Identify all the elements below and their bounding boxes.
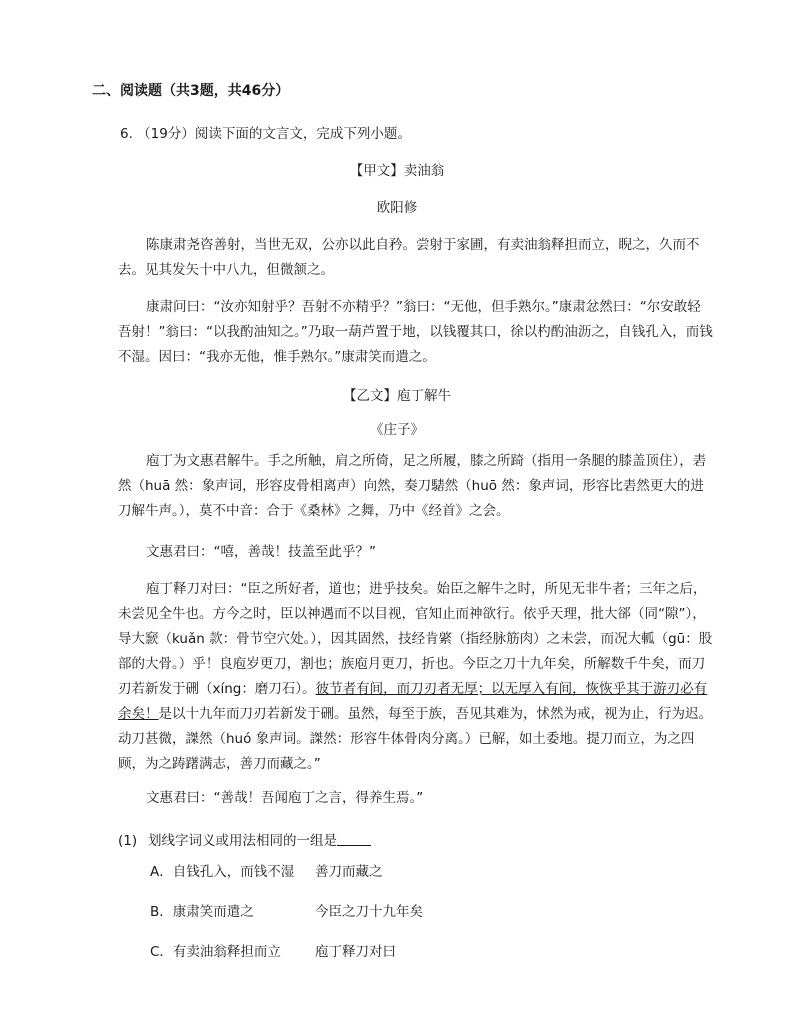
text-b-author: 《庄子》 xyxy=(370,422,424,438)
text-b-paragraph-1: 庖丁为文惠君解牛。手之所触，肩之所倚，足之所履，膝之所踦（指用一条腿的膝盖顶住），砉然（huā 然：象声词，形容皮骨相离声）向然，奏刀騞然（huō 然：象声词，形容比砉然更大的进刀解牛声。），莫不中音：合于《桑林》之舞，乃中《经首》之会。 xyxy=(118,453,707,519)
text-a-author: 欧阳修 xyxy=(376,200,418,216)
paragraph-3-text-after: 是以十九年而刀刃若新发于硎。虽然，每至于族，吾见其难为，怵然为戒，视为止，行为迟。动刀甚微，謋然（huó 象声词。謋然：形容牛体骨肉分离。）已解，如土委地。提刀而立，为之四顾，为之踌躇满志，善刀而藏之。” xyxy=(118,706,712,772)
option-a xyxy=(150,860,383,880)
text-a-title: 【甲文】卖油翁 xyxy=(349,163,445,179)
subquestion-1 xyxy=(118,829,371,849)
paragraph-3-text-before: 庖丁释刀对曰：“臣之所好者，道也；进乎技矣。始臣之解牛之时，所见无非牛者；三年之后，未尝见全牛也。方今之时，臣以神遇而不以目视，官知止而神欲行。依乎天理，批大郤（同“隙”），导大窾（kuǎn 款：骨节空穴处。），因其固然，技经肯綮（指经脉筋肉）之未尝，而况大軱（gū：股部的大骨。）乎！良庖岁更刀，割也；族庖月更刀，折也。今臣之刀十九年矣，所解数千牛矣，而刀刃若新发于硎（xíng：磨刀石）。 xyxy=(118,581,713,697)
subquestion-number: (1) xyxy=(118,833,138,849)
text-b-paragraph-2: 文惠君曰：“嘻，善哉！技盖至此乎？” xyxy=(146,544,376,560)
option-c-right: 庖丁释刀对曰 xyxy=(315,944,396,960)
text-b-paragraph-3 xyxy=(118,577,713,777)
text-b-paragraph-4: 文惠君曰：“善哉！吾闻庖丁之言，得养生焉。” xyxy=(146,790,424,806)
option-c-left: C．有卖油翁释担而立 xyxy=(150,944,281,960)
question-stem: 6. （19分）阅读下面的文言文，完成下列小题。 xyxy=(120,126,411,142)
option-a-right: 善刀而藏之 xyxy=(315,864,383,880)
option-b-right: 今臣之刀十九年矣 xyxy=(315,904,423,920)
section-heading: 二、阅读题（共3题，共46分） xyxy=(92,83,290,99)
text-a-paragraph-1: 陈康肃尧咨善射，当世无双，公亦以此自矜。尝射于家圃，有卖油翁释担而立，睨之，久而不去。见其发矢十中八九，但微颔之。 xyxy=(118,237,700,278)
option-c xyxy=(150,940,396,960)
subquestion-prompt: 划线字词义或用法相同的一组是 xyxy=(148,833,337,849)
option-b-left: B．康肃笑而遣之 xyxy=(150,904,254,920)
option-a-left: A．自钱孔入，而钱不湿 xyxy=(150,864,295,880)
option-b xyxy=(150,900,423,920)
answer-blank xyxy=(337,832,371,846)
text-b-title: 【乙文】庖丁解牛 xyxy=(343,388,451,404)
text-a-paragraph-2: 康肃问曰：“汝亦知射乎？吾射不亦精乎？”翁曰：“无他，但手熟尔。”康肃忿然曰：“尔安敢轻吾射！”翁曰：“以我酌油知之。”乃取一葫芦置于地，以钱覆其口，徐以杓酌油沥之，自钱孔入，而钱不湿。因曰：“我亦无他，惟手熟尔。”康肃笑而遣之。 xyxy=(118,299,713,365)
underlined-passage: 彼节者有间，而刀刃者无厚；以无厚入有间，恢恢乎其于游刃必有余矣！ xyxy=(118,681,708,722)
